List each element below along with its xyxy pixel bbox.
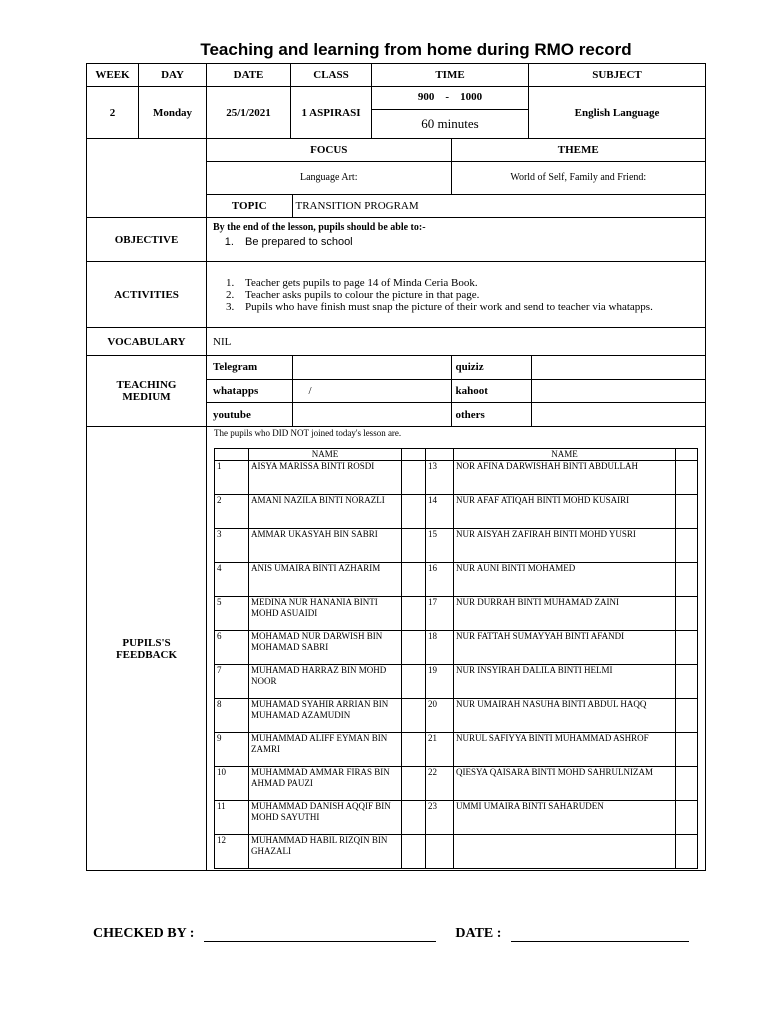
feedback-intro: The pupils who DID NOT joined today's lesson are. xyxy=(214,428,402,438)
pupil-name: NUR FATTAH SUMAYYAH BINTI AFANDI xyxy=(454,631,676,665)
medium-label: TEACHING MEDIUM xyxy=(87,356,207,427)
theme-value: World of Self, Family and Friend: xyxy=(451,161,705,194)
pupil-mark xyxy=(402,597,426,631)
pupil-number: 10 xyxy=(215,767,249,801)
date-value: 25/1/2021 xyxy=(207,87,291,139)
pupil-number: 2 xyxy=(215,495,249,529)
activity-item: 2. Teacher asks pupils to colour the picture in that page. xyxy=(237,289,699,301)
checked-by-field[interactable] xyxy=(204,941,436,942)
pupil-mark xyxy=(676,461,698,495)
pupil-mark xyxy=(676,631,698,665)
pupil-number: 6 xyxy=(215,631,249,665)
pupil-number: 17 xyxy=(426,597,454,631)
time-range xyxy=(372,87,528,110)
right-extra-header xyxy=(676,449,698,461)
pupil-name: NUR UMAIRAH NASUHA BINTI ABDUL HAQQ xyxy=(454,699,676,733)
pupil-list xyxy=(214,448,698,869)
pupil-number: 12 xyxy=(215,835,249,869)
vocabulary-label: VOCABULARY xyxy=(87,328,207,356)
pupil-mark xyxy=(402,665,426,699)
time-duration: 60 minutes xyxy=(421,116,479,131)
topic-label: TOPIC xyxy=(207,194,292,217)
time-end: 1000 xyxy=(460,91,483,103)
pupil-mark xyxy=(676,801,698,835)
pupil-name: ANIS UMAIRA BINTI AZHARIM xyxy=(249,563,402,597)
pupil-number: 5 xyxy=(215,597,249,631)
medium-youtube-label: youtube xyxy=(207,403,292,426)
medium-others-label: others xyxy=(451,403,531,426)
pupil-name: MUHAMMAD HABIL RIZQIN BIN GHAZALI xyxy=(249,835,402,869)
pupil-mark xyxy=(402,495,426,529)
right-name-header: NAME xyxy=(454,449,676,461)
pupil-mark xyxy=(676,563,698,597)
pupil-name xyxy=(454,835,676,869)
time-cell xyxy=(372,87,529,139)
footer xyxy=(93,926,689,942)
date-label: DATE xyxy=(207,64,291,87)
day-value: Monday xyxy=(139,87,207,139)
objective-list xyxy=(213,236,699,248)
objective-content xyxy=(207,218,706,262)
pupil-mark xyxy=(402,835,426,869)
pupil-name: NUR DURRAH BINTI MUHAMAD ZAINI xyxy=(454,597,676,631)
table-row xyxy=(215,835,698,869)
left-name-header: NAME xyxy=(249,449,402,461)
pupil-mark xyxy=(676,699,698,733)
activities-label: ACTIVITIES xyxy=(87,262,207,328)
pupil-number: 3 xyxy=(215,529,249,563)
pupil-mark xyxy=(676,767,698,801)
table-row xyxy=(215,801,698,835)
feedback-label: PUPILS'S FEEDBACK xyxy=(87,427,207,871)
pupil-name: MOHAMAD NUR DARWISH BIN MOHAMAD SABRI xyxy=(249,631,402,665)
objective-intro: By the end of the lesson, pupils should be able to:- xyxy=(213,222,426,233)
pupil-number: 4 xyxy=(215,563,249,597)
objective-label: OBJECTIVE xyxy=(87,218,207,262)
table-row xyxy=(215,597,698,631)
table-row xyxy=(215,665,698,699)
topic-value: TRANSITION PROGRAM xyxy=(292,194,705,217)
pupil-name: QIESYA QAISARA BINTI MOHD SAHRULNIZAM xyxy=(454,767,676,801)
table-row xyxy=(215,631,698,665)
pupil-name: NUR AFAF ATIQAH BINTI MOHD KUSAIRI xyxy=(454,495,676,529)
checked-by-label: CHECKED BY : xyxy=(93,926,195,941)
pupil-number: 13 xyxy=(426,461,454,495)
medium-others-value xyxy=(531,403,705,426)
medium-whatapps-value: / xyxy=(292,379,451,403)
pupil-mark xyxy=(402,767,426,801)
objective-item: 1. Be prepared to school xyxy=(237,236,699,248)
page-title: Teaching and learning from home during RMO record xyxy=(200,40,632,59)
left-extra-header xyxy=(402,449,426,461)
pupil-number: 16 xyxy=(426,563,454,597)
pupil-number: 21 xyxy=(426,733,454,767)
time-separator: - xyxy=(445,91,450,103)
pupil-number: 23 xyxy=(426,801,454,835)
focus-blank xyxy=(87,139,207,218)
pupil-name: NOR AFINA DARWISHAH BINTI ABDULLAH xyxy=(454,461,676,495)
pupil-number: 1 xyxy=(215,461,249,495)
pupil-number: 11 xyxy=(215,801,249,835)
pupil-name: NUR AUNI BINTI MOHAMED xyxy=(454,563,676,597)
medium-grid xyxy=(207,356,706,427)
table-row xyxy=(215,461,698,495)
medium-telegram-value xyxy=(292,356,451,379)
focus-block xyxy=(207,139,706,218)
pupil-mark xyxy=(676,665,698,699)
theme-label: THEME xyxy=(451,139,705,161)
activity-item: 1. Teacher gets pupils to page 14 of Minda Ceria Book. xyxy=(237,277,699,289)
pupil-name: NURUL SAFIYYA BINTI MUHAMMAD ASHROF xyxy=(454,733,676,767)
pupil-name: MUHAMMAD AMMAR FIRAS BIN AHMAD PAUZI xyxy=(249,767,402,801)
pupil-name: AMMAR UKASYAH BIN SABRI xyxy=(249,529,402,563)
pupil-mark xyxy=(676,495,698,529)
medium-quiziz-value xyxy=(531,356,705,379)
pupil-mark xyxy=(402,563,426,597)
table-row xyxy=(215,699,698,733)
pupil-name: MUHAMMAD ALIFF EYMAN BIN ZAMRI xyxy=(249,733,402,767)
subject-value: English Language xyxy=(529,87,706,139)
week-value: 2 xyxy=(87,87,139,139)
medium-telegram-label: Telegram xyxy=(207,356,292,379)
pupil-number: 19 xyxy=(426,665,454,699)
table-row xyxy=(215,563,698,597)
pupil-number: 18 xyxy=(426,631,454,665)
pupil-mark xyxy=(402,733,426,767)
pupil-name: AISYA MARISSA BINTI ROSDI xyxy=(249,461,402,495)
pupil-mark xyxy=(676,529,698,563)
medium-kahoot-label: kahoot xyxy=(451,379,531,403)
right-no-header xyxy=(426,449,454,461)
pupil-name: MEDINA NUR HANANIA BINTI MOHD ASUAIDI xyxy=(249,597,402,631)
table-row xyxy=(215,767,698,801)
pupil-mark xyxy=(402,699,426,733)
day-label: DAY xyxy=(139,64,207,87)
pupil-mark xyxy=(402,631,426,665)
class-value: 1 ASPIRASI xyxy=(291,87,372,139)
table-row xyxy=(215,495,698,529)
pupil-name: UMMI UMAIRA BINTI SAHARUDEN xyxy=(454,801,676,835)
left-no-header xyxy=(215,449,249,461)
medium-whatapps-label: whatapps xyxy=(207,379,292,403)
class-label: CLASS xyxy=(291,64,372,87)
pupil-name: MUHAMMAD DANISH AQQIF BIN MOHD SAYUTHI xyxy=(249,801,402,835)
pupil-number: 15 xyxy=(426,529,454,563)
feedback-content xyxy=(207,427,706,871)
pupil-name: NUR AISYAH ZAFIRAH BINTI MOHD YUSRI xyxy=(454,529,676,563)
subject-label: SUBJECT xyxy=(529,64,706,87)
week-label: WEEK xyxy=(87,64,139,87)
pupil-number: 20 xyxy=(426,699,454,733)
time-label: TIME xyxy=(372,64,529,87)
pupil-number: 9 xyxy=(215,733,249,767)
pupil-name: MUHAMAD SYAHIR ARRIAN BIN MUHAMAD AZAMUDIN xyxy=(249,699,402,733)
pupil-name: AMANI NAZILA BINTI NORAZLI xyxy=(249,495,402,529)
medium-kahoot-value xyxy=(531,379,705,403)
pupil-mark xyxy=(402,461,426,495)
pupil-number: 22 xyxy=(426,767,454,801)
vocabulary-value: NIL xyxy=(207,328,706,356)
table-row xyxy=(215,733,698,767)
date-footer-field[interactable] xyxy=(511,941,689,942)
pupil-mark xyxy=(676,835,698,869)
pupil-mark xyxy=(676,733,698,767)
pupil-name: NUR INSYIRAH DALILA BINTI HELMI xyxy=(454,665,676,699)
record-table xyxy=(86,63,706,871)
medium-quiziz-label: quiziz xyxy=(451,356,531,379)
pupil-number: 7 xyxy=(215,665,249,699)
focus-value: Language Art: xyxy=(207,161,451,194)
medium-youtube-value xyxy=(292,403,451,426)
pupil-mark xyxy=(402,801,426,835)
focus-label: FOCUS xyxy=(207,139,451,161)
date-footer-label: DATE : xyxy=(455,926,502,941)
pupil-number: 14 xyxy=(426,495,454,529)
activities-list xyxy=(213,277,699,313)
table-row xyxy=(215,529,698,563)
activity-item: 3. Pupils who have finish must snap the picture of their work and send to teacher via whatapps. xyxy=(237,301,699,313)
pupil-number xyxy=(426,835,454,869)
pupil-number: 8 xyxy=(215,699,249,733)
pupil-name: MUHAMAD HARRAZ BIN MOHD NOOR xyxy=(249,665,402,699)
pupil-mark xyxy=(676,597,698,631)
time-start: 900 xyxy=(417,91,435,103)
pupil-mark xyxy=(402,529,426,563)
activities-content xyxy=(207,262,706,328)
